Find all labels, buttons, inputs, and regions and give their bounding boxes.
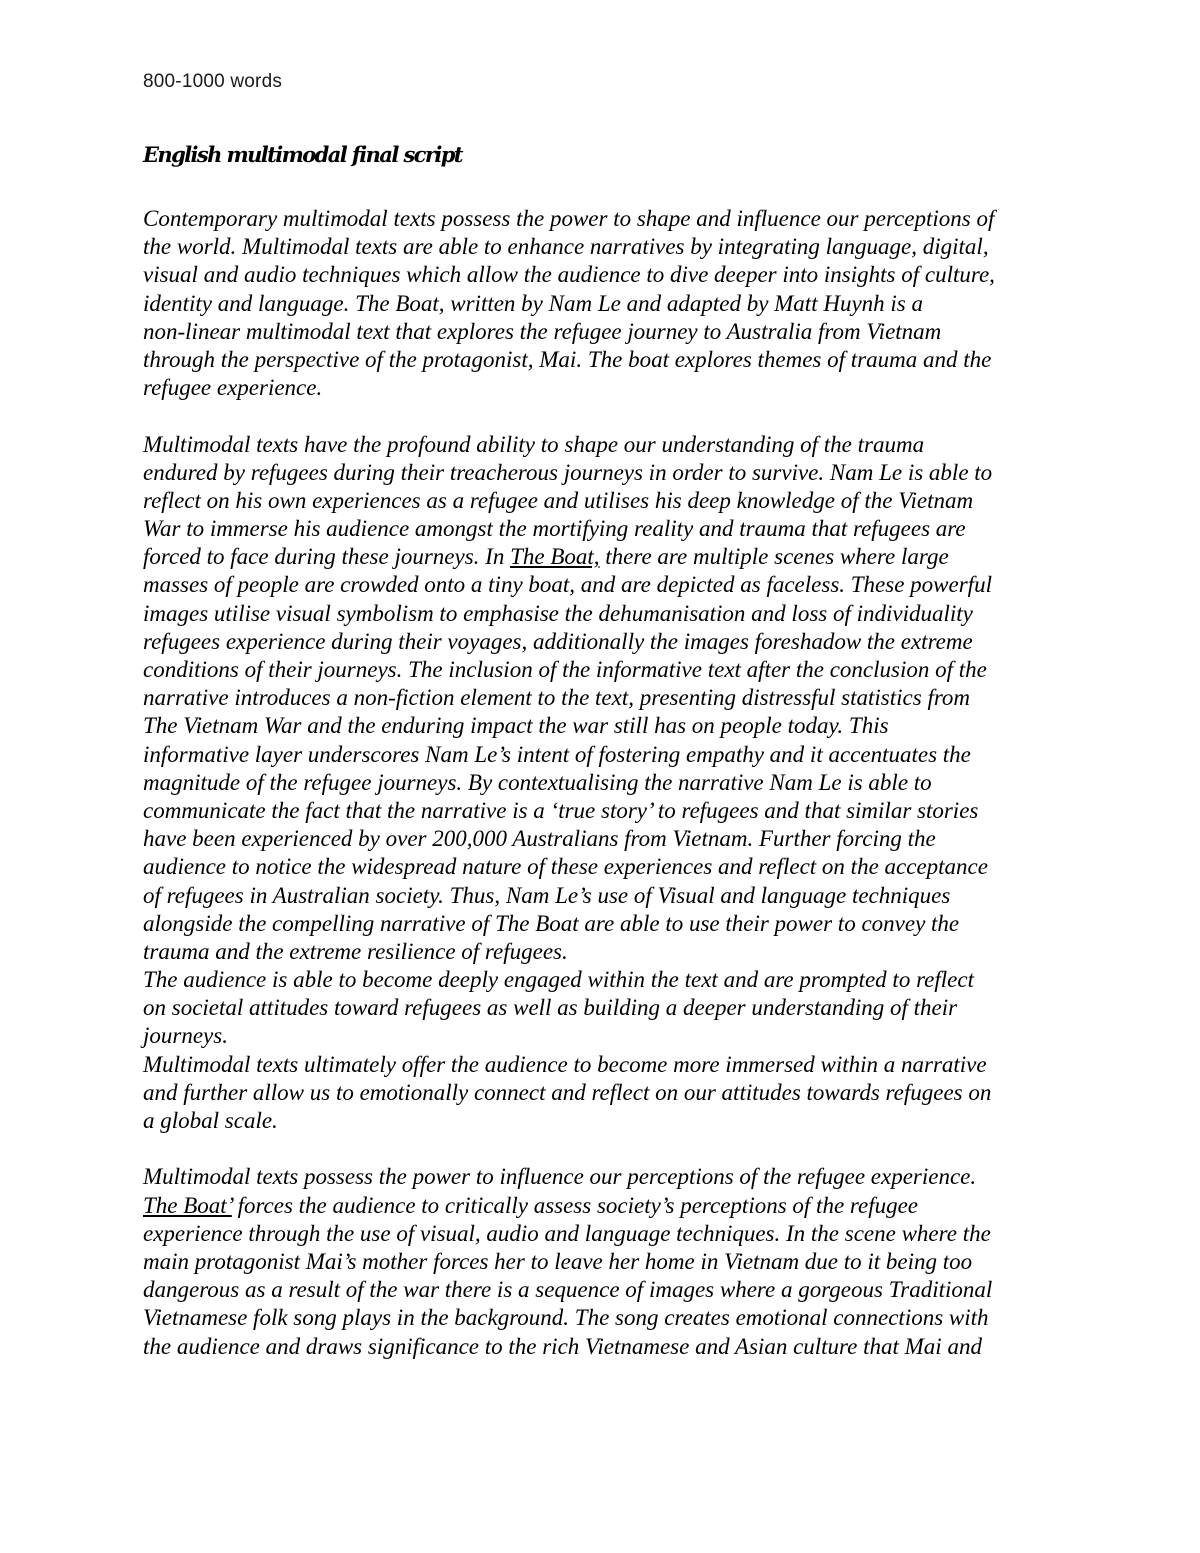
paragraph-trauma xyxy=(143,431,1073,1136)
document-title: English multimodal final script xyxy=(143,142,462,167)
text-line-with-title xyxy=(143,543,1073,571)
text-line: on societal attitudes toward refugees as well as building a deeper understanding of their xyxy=(143,995,958,1021)
document-body xyxy=(143,205,1073,1361)
text-line: The Vietnam War and the enduring impact the war still has on people today. This xyxy=(143,713,889,739)
text-line: through the perspective of the protagonist, Mai. The boat explores themes of trauma and the xyxy=(143,346,992,372)
text-line: narrative introduces a non-fiction element to the text, presenting distressful statistics from xyxy=(143,685,971,711)
text-line: informative layer underscores Nam Le’s intent of fostering empathy and it accentuates the xyxy=(143,741,971,767)
text-line: dangerous as a result of the war there is a sequence of images where a gorgeous Traditional xyxy=(143,1277,993,1303)
text-line: audience to notice the widespread nature of these experiences and reflect on the acceptance xyxy=(143,854,988,880)
text-line: identity and language. The Boat, written by Nam Le and adapted by Matt Huynh is a xyxy=(143,290,924,316)
text-line: experience through the use of visual, audio and language techniques. In the scene where the xyxy=(143,1220,991,1246)
underlined-title: The Boat’ xyxy=(143,1192,232,1218)
text-line: War to immerse his audience amongst the mortifying reality and trauma that refugees are xyxy=(143,516,966,542)
text-line: masses of people are crowded onto a tiny boat, and are depicted as faceless. These powerful xyxy=(143,572,992,598)
text-line: The audience is able to become deeply engaged within the text and are prompted to reflect xyxy=(143,967,974,993)
paragraph-intro xyxy=(143,205,1073,402)
text-line: Multimodal texts have the profound ability to shape our understanding of the trauma xyxy=(143,431,925,457)
text-segment: forces the audience to critically assess society’s perceptions of the refugee xyxy=(231,1192,919,1218)
text-segment: there are multiple scenes where large xyxy=(599,544,949,570)
paragraph-gap xyxy=(143,402,1073,430)
text-line: have been experienced by over 200,000 Australians from Vietnam. Further forcing the xyxy=(143,826,936,852)
text-line: of refugees in Australian society. Thus, Nam Le’s use of Visual and language techniques xyxy=(143,882,951,908)
text-line: a global scale. xyxy=(143,1108,278,1133)
text-line: alongside the compelling narrative of The Boat are able to use their power to convey the xyxy=(143,910,960,936)
text-line: and further allow us to emotionally connect and reflect on our attitudes towards refugees on xyxy=(143,1079,992,1105)
text-line: endured by refugees during their treacherous journeys in order to survive. Nam Le is able to xyxy=(143,459,993,485)
text-line: the world. Multimodal texts are able to enhance narratives by integrating language, digital, xyxy=(143,234,989,260)
text-line: main protagonist Mai’s mother forces her to leave her home in Vietnam due to it being too xyxy=(143,1248,973,1274)
text-line: communicate the fact that the narrative is a ‘true story’ to refugees and that similar stories xyxy=(143,797,979,823)
text-line-with-title xyxy=(143,1192,1073,1220)
text-line: refugee experience. xyxy=(143,375,323,401)
text-line: magnitude of the refugee journeys. By contextualising the narrative Nam Le is able to xyxy=(143,769,932,795)
text-line: Vietnamese folk song plays in the background. The song creates emotional connections with xyxy=(143,1305,989,1331)
text-line: visual and audio techniques which allow the audience to dive deeper into insights of culture, xyxy=(143,262,995,288)
text-line: Multimodal texts possess the power to influence our perceptions of the refugee experience. xyxy=(143,1164,977,1190)
text-line: refugees experience during their voyages, additionally the images foreshadow the extreme xyxy=(143,628,973,654)
text-line: images utilise visual symbolism to emphasise the dehumanisation and loss of individuality xyxy=(143,600,973,626)
text-line: Contemporary multimodal texts possess the power to shape and influence our perceptions of xyxy=(143,206,995,231)
text-line: reflect on his own experiences as a refugee and utilises his deep knowledge of the Vietnam xyxy=(143,487,974,513)
text-line: non-linear multimodal text that explores the refugee journey to Australia from Vietnam xyxy=(143,318,942,344)
underlined-title: The Boat, xyxy=(510,544,600,570)
text-line: conditions of their journeys. The inclusion of the informative text after the conclusion of the xyxy=(143,657,987,682)
text-line: journeys. xyxy=(143,1023,228,1049)
text-line: Multimodal texts ultimately offer the audience to become more immersed within a narrative xyxy=(143,1051,987,1077)
word-count-note: 800-1000 words xyxy=(143,71,283,92)
paragraph-gap xyxy=(143,1135,1073,1163)
text-line: the audience and draws significance to the rich Vietnamese and Asian culture that Mai and xyxy=(143,1333,982,1359)
paragraph-perceptions xyxy=(143,1163,1073,1360)
text-line: trauma and the extreme resilience of refugees. xyxy=(143,938,568,964)
text-segment: forced to face during these journeys. In xyxy=(143,544,511,570)
